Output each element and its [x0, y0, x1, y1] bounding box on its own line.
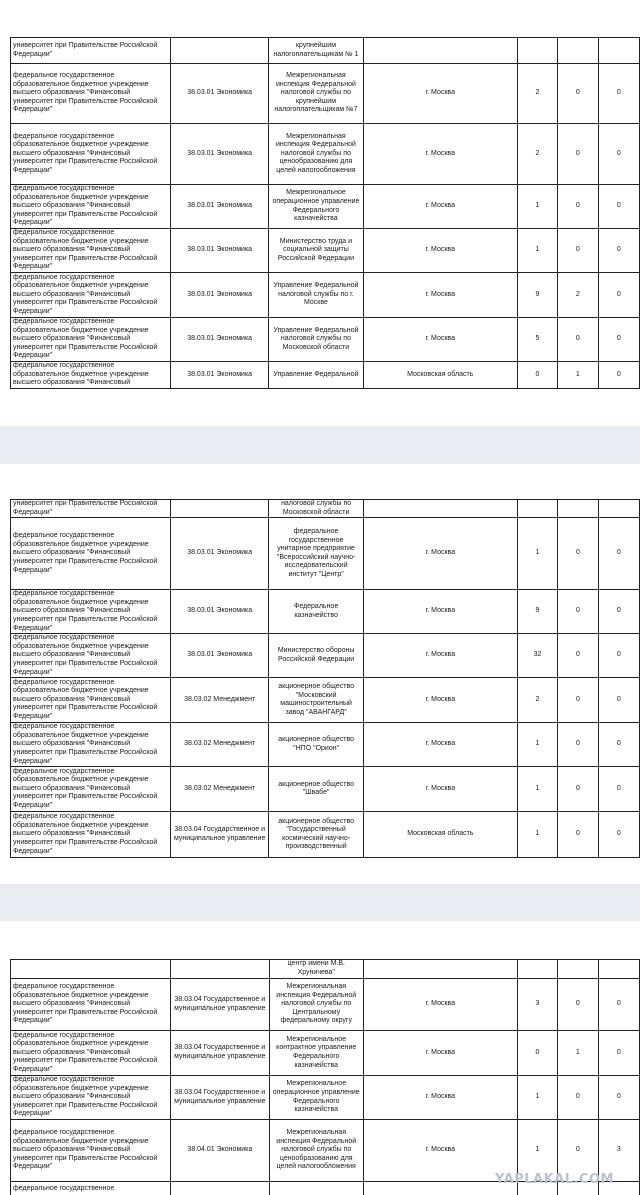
quota-cell-3: 0 — [598, 1031, 639, 1076]
quota-cell-2: 0 — [558, 723, 598, 767]
specialty-cell — [171, 1182, 269, 1195]
table-row — [11, 634, 640, 678]
quota-cell-1: 1 — [517, 812, 557, 858]
org-cell: федеральное государственное образовательное бюджетное учреждение высшего образования "Финансовый университет при Правительстве Российской Федерации" — [11, 318, 171, 362]
region-cell: г. Москва — [363, 273, 517, 318]
quota-cell-3 — [598, 960, 639, 979]
quota-cell-3: 0 — [598, 812, 639, 858]
specialty-cell: 38.03.01 Экономика — [171, 229, 269, 273]
quota-cell-2: 1 — [558, 362, 598, 389]
region-cell: г. Москва — [363, 64, 517, 124]
specialty-cell: 38.03.02 Менеджмент — [171, 678, 269, 723]
quota-cell-1: 32 — [517, 634, 557, 678]
quota-cell-3: 0 — [598, 124, 639, 185]
employer-cell: акционерное общество "Государственный космический научно-производственный — [269, 812, 364, 858]
specialty-cell: 38.04.01 Экономика — [171, 1120, 269, 1182]
employer-cell: Министерство обороны Российской Федерации — [269, 634, 364, 678]
employer-cell — [269, 1182, 363, 1195]
quota-cell-1: 0 — [517, 362, 557, 389]
employer-cell: Управление Федеральной налоговой службы по Московской области — [269, 318, 364, 362]
table-row — [11, 229, 640, 273]
employer-cell: крупнейшим налогоплательщикам № 1 — [269, 38, 364, 64]
quota-cell-1: 1 — [517, 1120, 557, 1182]
table-row — [11, 960, 640, 979]
quota-cell-1: 3 — [517, 979, 557, 1031]
employer-cell: Межрегиональная инспекция Федеральной налоговой службы по Центральному федеральному округу — [269, 979, 363, 1031]
region-cell: Московская область — [363, 812, 517, 858]
region-cell: г. Москва — [363, 979, 517, 1031]
region-cell: г. Москва — [363, 185, 517, 229]
employer-cell: Межрегиональная инспекция Федеральной налоговой службы по ценообразованию для целей налогообложения — [269, 1120, 363, 1182]
quota-cell-3: 0 — [598, 273, 639, 318]
table-row — [11, 500, 640, 518]
table-row — [11, 362, 640, 389]
employer-cell: Управление Федеральной — [269, 362, 364, 389]
quota-cell-2: 0 — [558, 812, 598, 858]
region-cell: г. Москва — [363, 590, 517, 634]
quota-cell-2: 0 — [558, 229, 598, 273]
employer-cell: федеральное государственное унитарное предприятие "Всероссийский научно-исследовательский институт "Центр" — [269, 518, 364, 590]
specialty-cell: 38.03.01 Экономика — [171, 64, 269, 124]
org-cell: федеральное государственное — [11, 1182, 171, 1195]
quota-cell-2: 0 — [558, 1120, 598, 1182]
quota-cell-2: 0 — [558, 979, 598, 1031]
org-cell: федеральное государственное образовательное бюджетное учреждение высшего образования "Финансовый университет при Правительстве Российской Федерации" — [11, 64, 171, 124]
region-cell — [363, 38, 517, 64]
org-cell: федеральное государственное образовательное бюджетное учреждение высшего образования "Финансовый — [11, 362, 171, 389]
quota-cell-2: 1 — [558, 1031, 598, 1076]
quota-cell-1: 0 — [517, 1031, 557, 1076]
specialty-cell — [171, 38, 269, 64]
employer-cell: Федеральное казначейство — [269, 590, 364, 634]
quota-cell-1: 1 — [517, 518, 557, 590]
quota-cell-2: 0 — [558, 590, 598, 634]
quota-cell-1 — [517, 38, 557, 64]
region-cell — [363, 500, 517, 518]
table-row — [11, 1076, 640, 1120]
org-cell: федеральное государственное образовательное бюджетное учреждение высшего образования "Финансовый университет при Правительстве Российской Федерации" — [11, 1076, 171, 1120]
quota-cell-2: 0 — [558, 518, 598, 590]
specialty-cell: 38.03.01 Экономика — [171, 273, 269, 318]
quota-cell-1: 2 — [517, 124, 557, 185]
employer-cell: Министерство труда и социальной защиты Российской Федерации — [269, 229, 364, 273]
quota-cell-1: 2 — [517, 64, 557, 124]
quota-cell-2 — [558, 38, 598, 64]
employer-cell: Межрегиональное контрактное управление Федерального казначейства — [269, 1031, 363, 1076]
org-cell: федеральное государственное образовательное бюджетное учреждение высшего образования "Финансовый университет при Правительстве Российской Федерации" — [11, 812, 171, 858]
specialty-cell: 38.03.01 Экономика — [171, 590, 269, 634]
specialty-cell: 38.03.04 Государственное и муниципальное управление — [171, 1031, 269, 1076]
specialty-cell: 38.03.01 Экономика — [171, 185, 269, 229]
quota-cell-2: 0 — [558, 124, 598, 185]
quota-table — [10, 37, 640, 389]
table-row — [11, 590, 640, 634]
quota-cell-3: 0 — [598, 979, 639, 1031]
region-cell: г. Москва — [363, 767, 517, 812]
org-cell: федеральное государственное образовательное бюджетное учреждение высшего образования "Финансовый университет при Правительстве Российской Федерации" — [11, 723, 171, 767]
table-row — [11, 979, 640, 1031]
quota-cell-2: 2 — [558, 273, 598, 318]
region-cell: г. Москва — [363, 518, 517, 590]
quota-cell-3: 0 — [598, 590, 639, 634]
org-cell: федеральное государственное образовательное бюджетное учреждение высшего образования "Финансовый университет при Правительстве Российской Федерации" — [11, 1120, 171, 1182]
quota-cell-3: 0 — [598, 1076, 639, 1120]
quota-cell-3 — [598, 38, 639, 64]
org-cell: федеральное государственное образовательное бюджетное учреждение высшего образования "Финансовый университет при Правительстве Российской Федерации" — [11, 124, 171, 185]
table-row — [11, 64, 640, 124]
employer-cell: центр имени М.В. Хруничева" — [269, 960, 363, 979]
org-cell: федеральное государственное образовательное бюджетное учреждение высшего образования "Финансовый университет при Правительстве Российской Федерации" — [11, 1031, 171, 1076]
specialty-cell: 38.03.04 Государственное и муниципальное управление — [171, 812, 269, 858]
quota-cell-3 — [598, 500, 639, 518]
table-row — [11, 518, 640, 590]
table-row — [11, 185, 640, 229]
table-row — [11, 273, 640, 318]
watermark: YAPLAKAL.COM — [495, 1172, 614, 1187]
region-cell: г. Москва — [363, 1031, 517, 1076]
org-cell: федеральное государственное образовательное бюджетное учреждение высшего образования "Финансовый университет при Правительстве Российской Федерации" — [11, 590, 171, 634]
quota-cell-2: 0 — [558, 1076, 598, 1120]
quota-cell-2: 0 — [558, 767, 598, 812]
specialty-cell: 38.03.04 Государственное и муниципальное управление — [171, 979, 269, 1031]
region-cell: г. Москва — [363, 723, 517, 767]
quota-cell-3: 0 — [598, 64, 639, 124]
table-row — [11, 318, 640, 362]
org-cell: федеральное государственное образовательное бюджетное учреждение высшего образования "Финансовый университет при Правительстве Российской Федерации" — [11, 767, 171, 812]
specialty-cell: 38.03.02 Менеджмент — [171, 723, 269, 767]
region-cell: г. Москва — [363, 229, 517, 273]
employer-cell: акционерное общество "Московский машиностроительный завод "АВАНГАРД" — [269, 678, 364, 723]
quota-cell-3: 0 — [598, 634, 639, 678]
employer-cell: Управление Федеральной налоговой службы по г. Москве — [269, 273, 364, 318]
quota-cell-3: 0 — [598, 767, 639, 812]
region-cell: г. Москва — [363, 1120, 517, 1182]
quota-cell-1: 9 — [517, 590, 557, 634]
quota-cell-3: 0 — [598, 362, 639, 389]
quota-cell-2: 0 — [558, 64, 598, 124]
quota-cell-2 — [558, 960, 598, 979]
employer-cell: Межрегиональное операционное управление Федерального казначейства — [269, 185, 364, 229]
org-cell: федеральное государственное образовательное бюджетное учреждение высшего образования "Финансовый университет при Правительстве Российской Федерации" — [11, 518, 171, 590]
org-cell: федеральное государственное образовательное бюджетное учреждение высшего образования "Финансовый университет при Правительстве Российской Федерации" — [11, 185, 171, 229]
region-cell: г. Москва — [363, 1076, 517, 1120]
quota-cell-1: 1 — [517, 229, 557, 273]
employer-cell: Межрегиональная инспекция Федеральной налоговой службы по крупнейшим налогоплательщикам №7 — [269, 64, 364, 124]
document-page-3 — [0, 921, 640, 1195]
region-cell: г. Москва — [363, 124, 517, 185]
region-cell: г. Москва — [363, 318, 517, 362]
quota-cell-3: 0 — [598, 678, 639, 723]
quota-cell-1: 1 — [517, 723, 557, 767]
region-cell: г. Москва — [363, 634, 517, 678]
org-cell — [11, 960, 171, 979]
table-row — [11, 723, 640, 767]
specialty-cell — [171, 500, 269, 518]
quota-cell-1 — [517, 960, 557, 979]
quota-table — [10, 499, 640, 858]
quota-cell-1: 1 — [517, 185, 557, 229]
quota-cell-1: 2 — [517, 678, 557, 723]
specialty-cell: 38.03.02 Менеджмент — [171, 767, 269, 812]
quota-table — [10, 959, 640, 1195]
specialty-cell — [171, 960, 269, 979]
table-row — [11, 124, 640, 185]
employer-cell: Межрегиональная инспекция Федеральной налоговой службы по ценообразованию для целей налогообложения — [269, 124, 364, 185]
quota-cell-1: 1 — [517, 1076, 557, 1120]
employer-cell: акционерное общество "Швабе" — [269, 767, 364, 812]
quota-cell-2: 0 — [558, 678, 598, 723]
org-cell: университет при Правительстве Российской Федерации" — [11, 38, 171, 64]
quota-cell-2: 0 — [558, 634, 598, 678]
specialty-cell: 38.03.01 Экономика — [171, 634, 269, 678]
quota-cell-3: 0 — [598, 229, 639, 273]
document-page-2 — [0, 464, 640, 884]
table-row — [11, 767, 640, 812]
employer-cell: налоговой службы по Московской области — [269, 500, 364, 518]
quota-cell-1: 5 — [517, 318, 557, 362]
specialty-cell: 38.03.01 Экономика — [171, 318, 269, 362]
quota-cell-1: 1 — [517, 767, 557, 812]
table-row — [11, 678, 640, 723]
org-cell: федеральное государственное образовательное бюджетное учреждение высшего образования "Финансовый университет при Правительстве Российской Федерации" — [11, 979, 171, 1031]
region-cell — [363, 960, 517, 979]
quota-cell-2 — [558, 500, 598, 518]
region-cell: Московская область — [363, 362, 517, 389]
specialty-cell: 38.03.04 Государственное и муниципальное управление — [171, 1076, 269, 1120]
quota-cell-2: 0 — [558, 318, 598, 362]
document-page-1 — [0, 0, 640, 426]
org-cell: федеральное государственное образовательное бюджетное учреждение высшего образования "Финансовый университет при Правительстве Российской Федерации" — [11, 678, 171, 723]
org-cell: университет при Правительстве Российской Федерации" — [11, 500, 171, 518]
org-cell: федеральное государственное образовательное бюджетное учреждение высшего образования "Финансовый университет при Правительстве Российской Федерации" — [11, 273, 171, 318]
quota-cell-3: 0 — [598, 723, 639, 767]
specialty-cell: 38.03.01 Экономика — [171, 518, 269, 590]
region-cell: г. Москва — [363, 678, 517, 723]
specialty-cell: 38.03.01 Экономика — [171, 362, 269, 389]
table-row — [11, 38, 640, 64]
quota-cell-3: 0 — [598, 318, 639, 362]
table-row — [11, 1031, 640, 1076]
table-row — [11, 812, 640, 858]
quota-cell-3: 3 — [598, 1120, 639, 1182]
quota-cell-3: 0 — [598, 185, 639, 229]
quota-cell-3: 0 — [598, 518, 639, 590]
employer-cell: Межрегиональное операционное управление Федерального казначейства — [269, 1076, 363, 1120]
specialty-cell: 38.03.01 Экономика — [171, 124, 269, 185]
quota-cell-2: 0 — [558, 185, 598, 229]
org-cell: федеральное государственное образовательное бюджетное учреждение высшего образования "Финансовый университет при Правительстве Российской Федерации" — [11, 229, 171, 273]
quota-cell-1 — [517, 500, 557, 518]
quota-cell-1: 9 — [517, 273, 557, 318]
org-cell: федеральное государственное образовательное бюджетное учреждение высшего образования "Финансовый университет при Правительстве Российской Федерации" — [11, 634, 171, 678]
employer-cell: акционерное общество "НПО "Орион" — [269, 723, 364, 767]
